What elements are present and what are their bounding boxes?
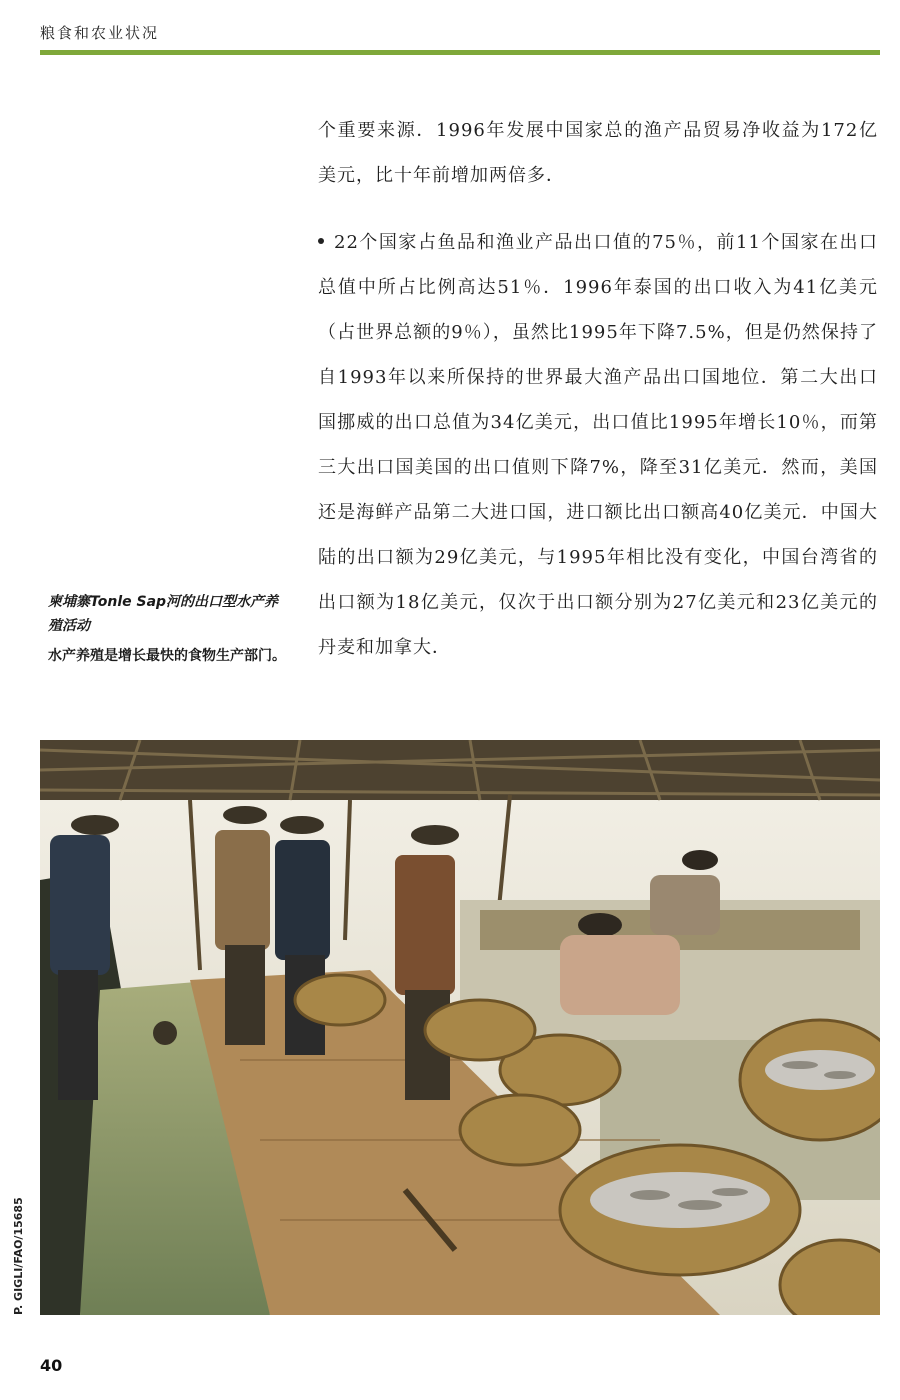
fish-farm-photo: [40, 740, 880, 1315]
running-head: 粮食和农业状况: [40, 24, 160, 42]
page-number: 40: [40, 1356, 63, 1375]
header-rule: [40, 50, 880, 55]
body-text: [318, 108, 878, 670]
photo-illustration: [40, 740, 880, 1315]
paragraph-2-text: 22个国家占鱼品和渔业产品出口值的75％，前11个国家在出口总值中所占比例高达51％．1996年泰国的出口收入为41亿美元（占世界总额的9％），虽然比1995年下降7.5%，但是仍然保持了自1993年以来所保持的世界最大渔产品出口国地位．第二大出口国挪威的出口总值为34亿美元，出口值比1995年增长10％，而第三大出口国美国的出口值则下降7%，降至31亿美元．然而，美国还是海鲜产品第二大进口国，进口额比出口额高40亿美元．中国大陆的出口额为29亿美元，与1995年相比没有变化，中国台湾省的出口额为18亿美元，仅次于出口额分别为27亿美元和23亿美元的丹麦和加拿大．: [318, 232, 878, 658]
bullet-icon: [318, 238, 324, 244]
paragraph-2: [318, 220, 878, 670]
caption-title: 柬埔寨Tonle Sap河的出口型水产养殖活动: [48, 594, 279, 634]
photo-credit-area: [8, 1195, 32, 1320]
photo-credit: P. GIGLI/FAO/15685: [12, 1197, 25, 1315]
paragraph-1: 个重要来源．1996年发展中国家总的渔产品贸易净收益为172亿美元，比十年前增加两倍多．: [318, 120, 878, 186]
caption-text: 水产养殖是增长最快的食物生产部门。: [48, 648, 286, 664]
photo-caption: [48, 590, 288, 668]
